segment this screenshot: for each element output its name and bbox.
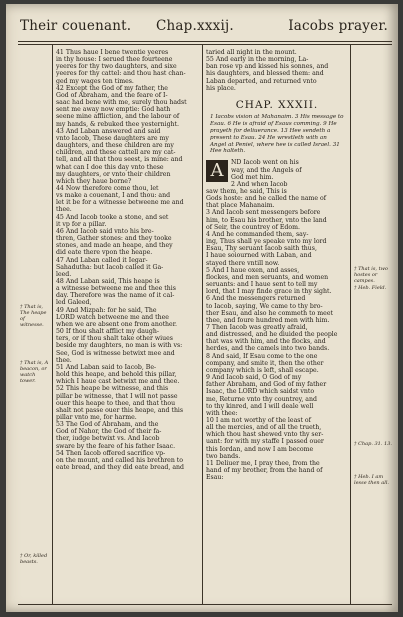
right-text-column	[206, 49, 348, 481]
text-line: 41 Thus haue I bene twentie yeeres	[56, 49, 169, 56]
header-left: Their couenant.	[20, 18, 132, 34]
running-header	[20, 18, 388, 40]
text-line: which they haue borne?	[56, 177, 132, 185]
text-line: yeeres for thy cattel: and thou hast chan-	[56, 70, 186, 78]
text-line: Gods hoste: and he called the name of	[206, 195, 327, 203]
margin-note: † That is, The heape of witnesse.	[20, 304, 47, 328]
text-line: uant: for with my staffe I passed ouer	[206, 438, 324, 446]
text-line: pillar be witnesse, that I will not passe	[56, 392, 178, 400]
footer-rule	[18, 604, 392, 605]
text-line: it vp for a pillar.	[56, 220, 107, 228]
header-rule	[18, 41, 392, 42]
text-line: 8 And said, If Esau come to the one	[206, 352, 318, 360]
text-line: yeeres for thy two daughters, and sixe	[56, 63, 177, 71]
text-line: led Galeed,	[56, 299, 92, 307]
left-text-column	[56, 49, 199, 471]
margin-note: † Heb. I am lesse then all.	[354, 474, 390, 486]
text-line: eate bread, and they did eate bread, and	[56, 464, 184, 472]
text-line: Esau, Thy seruant Iacob saith thus,	[206, 245, 317, 253]
text-line: 5 And I haue oxen, and asses,	[206, 266, 300, 274]
text-line: 3 And Iacob sent messengers before	[206, 209, 321, 217]
text-line: 49 And Mizpah: for he said, The	[56, 306, 157, 314]
text-line: of Seir, the countrey of Edom.	[206, 223, 300, 231]
text-line: 42 Except the God of my father, the	[56, 84, 168, 92]
text-line: 46 And Iacob said vnto his bre-	[56, 227, 154, 235]
text-line: to Iacob, saying, We came to thy bro-	[206, 302, 323, 310]
margin-note: † Or, killed beasts.	[20, 553, 48, 565]
text-line: my hands, & rebuked thee yesternight.	[56, 120, 180, 128]
header-rule-double	[18, 44, 392, 45]
text-line: which I haue cast betwixt me and thee.	[56, 378, 180, 386]
text-line: lord, that I may finde grace in thy sight.	[206, 288, 332, 296]
text-line: what can I doe this day vnto these	[56, 163, 164, 171]
text-line: taried all night in the mount.	[206, 49, 297, 56]
text-line: his daughters, and blessed them: and	[206, 70, 324, 78]
text-line: saw them, he said, This is	[206, 188, 287, 195]
text-line: and distressed, and he diuided the people	[206, 331, 338, 339]
text-line: 53 The God of Abraham, and the	[56, 421, 159, 429]
text-line: Laban departed, and returned vnto	[206, 77, 317, 85]
text-line: a witnesse betweene me and thee this	[56, 285, 176, 293]
text-line: his place.	[206, 84, 236, 92]
text-line: ther Esau, and also he commeth to meet	[206, 309, 333, 317]
text-line: 2 And when Iacob	[231, 180, 288, 188]
text-line: thren, Gather stones: and they tooke	[56, 235, 172, 243]
chapter-summary: 1 Iacobs vision at Mahanaim. 3 His message to Esau. 6 He is afraid of Esaus comming. 9 He prayeth for deliuerance. 13 Hee sendeth a present to Esau. 24 He wrestleth with an Angel at Peniel, where hee is called Israel. 31 Hee halteth.	[210, 113, 344, 155]
text-line: children, and these cattell are my cat-	[56, 149, 176, 157]
text-line: thee.	[56, 356, 72, 364]
text-line: 51 And Laban said to Iacob, Be-	[56, 363, 157, 371]
text-line: ing, Thus shall ye speake vnto my lord	[206, 238, 327, 246]
text-line: thee, and foure hundred men with him.	[206, 316, 330, 324]
text-line: vnto Iacob, These daughters are my	[56, 134, 169, 142]
text-line: LORD watch betweene me and thee	[56, 313, 169, 321]
text-line: Sahadutha: but Iacob called it Ga-	[56, 263, 164, 271]
text-line: 50 If thou shalt afflict my daugh-	[56, 328, 159, 336]
column-divider	[202, 44, 203, 604]
margin-note: † That is, A beacon, or watch tower.	[20, 360, 49, 384]
text-line: which thou hast shewed vnto thy ser-	[206, 431, 324, 439]
right-column-top	[206, 49, 348, 92]
text-line: me, Returne vnto thy countrey, and	[206, 395, 317, 403]
text-line: 43 And Laban answered and said	[56, 127, 161, 135]
text-line: God of Abraham, and the feare of I-	[56, 91, 168, 99]
text-line: 54 Then Iacob offered sacrifice vp-	[56, 449, 166, 457]
text-line: God of Nahor, the God of their fa-	[56, 428, 162, 436]
text-line: with thee:	[206, 409, 238, 417]
right-margin-rule	[350, 44, 351, 604]
margin-note: † Chap. 31. 13.	[354, 441, 392, 447]
text-line: leed.	[56, 270, 72, 278]
text-line: did eate there vpon the heape.	[56, 249, 153, 257]
text-line: I haue soiourned with Laban, and	[206, 252, 312, 260]
text-line: this Iordan, and now I am become	[206, 445, 314, 453]
text-line: thee.	[56, 206, 72, 214]
text-line: day. Therefore was the name of it cal-	[56, 292, 175, 300]
book-page	[6, 4, 398, 612]
text-line: 6 And the messengers returned	[206, 295, 306, 303]
text-line: hold this heape, and behold this pillar,	[56, 371, 177, 379]
text-line: in thy house: I serued thee fourteene	[56, 56, 173, 64]
text-line: flockes, and men seruants, and women	[206, 273, 329, 281]
text-line: 10 I am not worthy of the least of	[206, 417, 311, 424]
text-line: 52 This heape be witnesse, and this	[56, 385, 169, 393]
chapter-title: CHAP. XXXII.	[235, 98, 319, 111]
text-line: him, to Esau his brother, vnto the land	[206, 216, 327, 224]
text-line: seruants: and I haue sent to tell my	[206, 281, 318, 289]
text-line: to thy kinred, and I will deale well	[206, 402, 314, 410]
text-line: way, and the Angels of	[231, 166, 302, 174]
text-line: sent me away now emptie: God hath	[56, 106, 171, 114]
text-line: 47 And Laban called it Iegar-	[56, 256, 148, 264]
text-line: 55 And early in the morning, La-	[206, 56, 309, 64]
text-line: company which is left, shall escape.	[206, 366, 319, 374]
text-line: when we are absent one from another.	[56, 320, 177, 328]
text-line: stones, and made an heape, and they	[56, 242, 173, 250]
text-line: seene mine affliction, and the labour of	[56, 113, 180, 121]
text-line: tell, and all that thou seest, is mine: and	[56, 156, 183, 164]
left-margin-rule	[52, 44, 53, 604]
text-line: herdes, and the camels into two bands.	[206, 345, 330, 353]
text-line: on the mount, and called his brethren to	[56, 456, 184, 464]
text-line: shalt not passe ouer this heape, and this	[56, 406, 184, 414]
text-line: company, and smite it, then the other	[206, 359, 324, 367]
text-line: beside my daughters, no man is with vs:	[56, 342, 183, 350]
text-line: that place Mahanaim.	[206, 202, 275, 210]
text-line: 45 And Iacob tooke a stone, and set	[56, 213, 169, 221]
text-line: ters, or if thou shalt take other wiues	[56, 335, 173, 343]
text-line: 9 And Iacob said, O God of my	[206, 374, 302, 382]
text-line: ther, iudge betwixt vs. And Iacob	[56, 435, 160, 443]
drop-cap-initial: A	[206, 160, 228, 182]
text-line: hand of my brother, from the hand of	[206, 467, 323, 475]
text-line: sware by the feare of his father Isaac.	[56, 442, 176, 450]
text-line: pillar vnto me, for harme.	[56, 413, 137, 421]
text-line: 48 And Laban said, This heape is	[56, 278, 160, 285]
text-line: 7 Then Iacob was greatly afraid,	[206, 323, 308, 331]
text-line: two bands.	[206, 452, 241, 460]
text-line: vs make a couenant, I and thou: and	[56, 192, 171, 200]
text-line: all the mercies, and of all the trueth,	[206, 424, 322, 432]
header-center: Chap.xxxij.	[156, 18, 234, 34]
text-line: Esau:	[206, 474, 224, 482]
text-line: saac had bene with me, surely thou hadst	[56, 99, 187, 107]
text-line: let it be for a witnesse betweene me and	[56, 199, 184, 207]
margin-note: † Heb. Field.	[354, 285, 387, 291]
text-line: ND Iacob went on his	[231, 159, 299, 167]
text-line: 4 And he commanded them, say-	[206, 230, 309, 238]
text-line: God met him.	[231, 173, 274, 181]
text-line: 11 Deliuer me, I pray thee, from the	[206, 459, 320, 467]
text-line: ouer this heape to thee, and that thou	[56, 399, 176, 407]
text-line: 44 Now therefore come thou, let	[56, 184, 159, 192]
text-line: that was with him, and the flocks, and	[206, 338, 326, 346]
text-line: See, God is witnesse betwixt mee and	[56, 349, 175, 357]
text-line: my daughters, or vnto their children	[56, 170, 171, 178]
text-line: Isaac, the LORD which saidst vnto	[206, 388, 315, 396]
text-line: father Abraham, and God of my father	[206, 381, 327, 389]
text-line: ged my wages ten times.	[56, 77, 134, 85]
header-right: Iacobs prayer.	[288, 18, 388, 34]
right-column-body	[206, 159, 348, 481]
margin-note: † That is, two hostes or campes.	[354, 266, 388, 284]
text-line: stayed there vntill now.	[206, 259, 280, 267]
text-line: ban rose vp and kissed his sonnes, and	[206, 63, 329, 71]
text-line: daughters, and these children are my	[56, 142, 174, 150]
